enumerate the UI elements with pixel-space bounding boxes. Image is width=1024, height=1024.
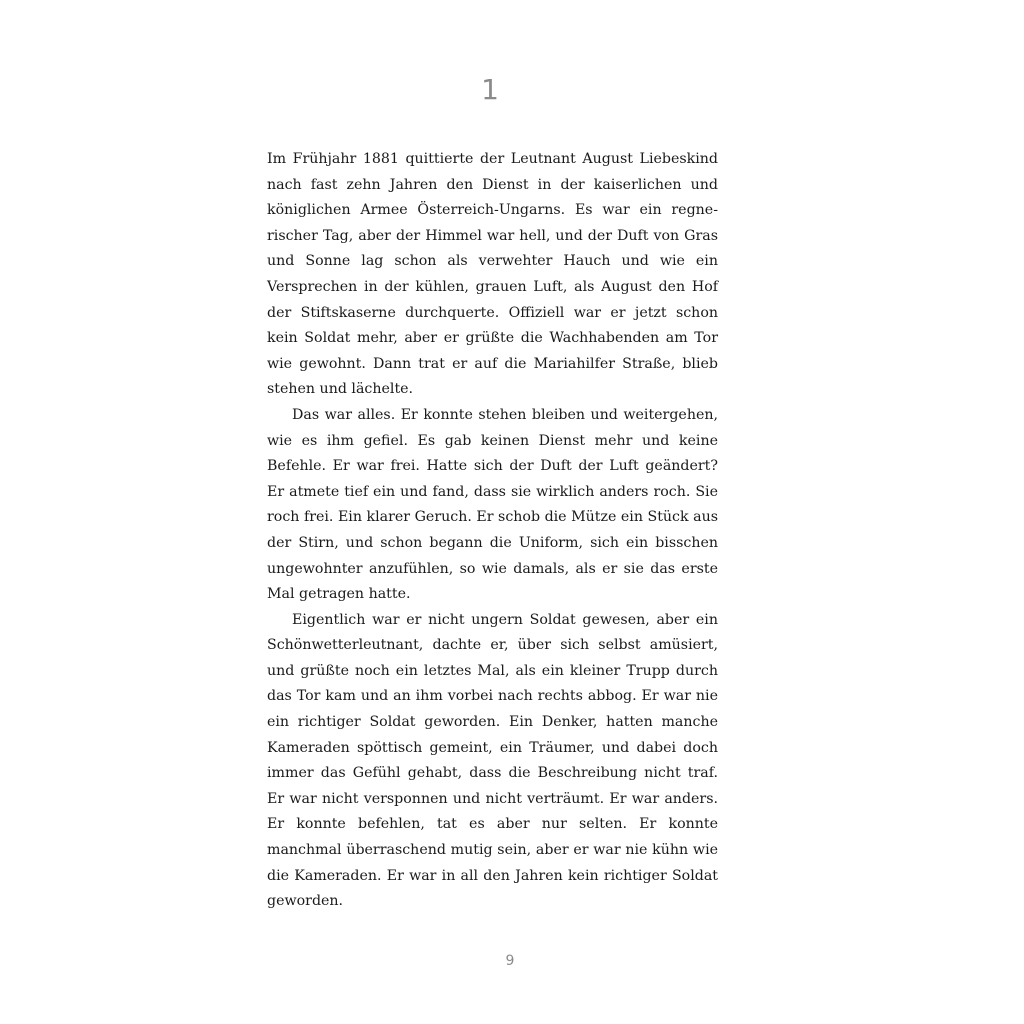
page-number: 9 <box>505 953 515 969</box>
chapter-number: 1 <box>481 73 499 106</box>
paragraph-2: Das war alles. Er konnte stehen bleiben und weitergehen, wie es ihm gefiel. Es gab keinen Dienst mehr und keine Befehle. Er war frei. Hatte sich der Duft der Luft geändert? Er atmete tief ein und fand, dass sie wirklich anders roch. Sie roch frei. Ein klarer Geruch. Er schob die Mütze ein Stück aus der Stirn, und schon begann die Uniform, sich ein bisschen ungewohnter anzufühlen, so wie damals, als er sie das erste Mal getragen hatte. <box>267 406 718 603</box>
paragraph-3: Eigentlich war er nicht ungern Soldat gewesen, aber ein Schönwetterleutnant, dachte er, über sich selbst amüsiert, und grüßte noch ein letztes Mal, als ein kleiner Trupp durch das Tor kam und an ihm vorbei nach rechts abbog. Er war nie ein richtiger Soldat geworden. Ein Denker, hatten manche Kameraden spöttisch gemeint, ein Träumer, und dabei doch immer das Gefühl gehabt, dass die Beschreibung nicht traf. Er war nicht versponnen und nicht verträumt. Er war anders. Er konnte befehlen, tat es aber nur selten. Er konnte manchmal überraschend mutig sein, aber er war nie kühn wie die Kameraden. Er war in all den Jahren kein richtiger Soldat geworden. <box>267 611 718 910</box>
paragraph-1: Im Frühjahr 1881 quittierte der Leutnant August Liebeskind nach fast zehn Jahren den Dienst in der kaiserlichen und königlichen Armee Österreich-Ungarns. Es war ein regnerischer Tag, aber der Himmel war hell, und der Duft von Gras und Sonne lag schon als verwehter Hauch und wie ein Versprechen in der kühlen, grauen Luft, als August den Hof der Stiftskaserne durchquerte. Offiziell war er jetzt schon kein Soldat mehr, aber er grüßte die Wachhabenden am Tor wie gewohnt. Dann trat er auf die Mariahilfer Straße, blieb stehen und lächelte. <box>267 151 718 398</box>
chapter-body-text <box>267 147 718 915</box>
